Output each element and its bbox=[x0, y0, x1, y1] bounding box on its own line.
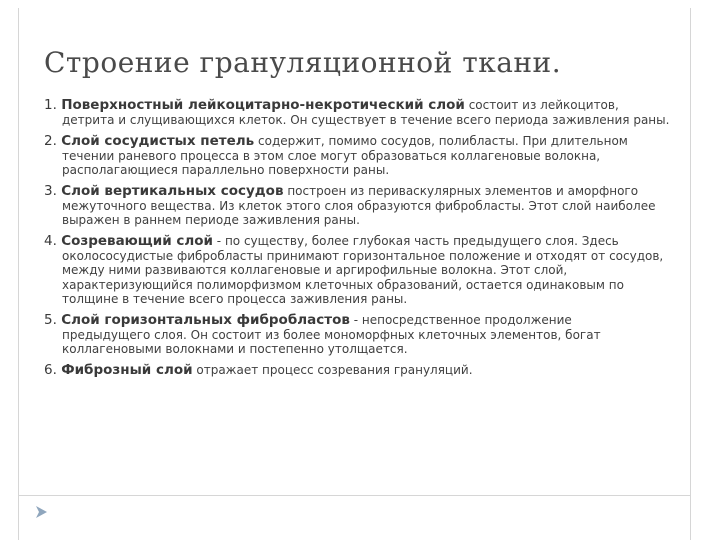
item-number: 5. bbox=[44, 311, 57, 328]
item-lead bbox=[44, 312, 350, 328]
item-heading: Слой вертикальных сосудов bbox=[61, 182, 284, 199]
item-heading: Слой сосудистых петель bbox=[61, 132, 255, 149]
item-lead bbox=[44, 183, 284, 199]
item-continuation: детрита и слущивающихся клеток. Он существует в течение всего периода заживления раны. bbox=[62, 113, 670, 127]
item-continuation: предыдущего слоя. Он состоит из более мономорфных клеточных элементов, богат коллагеновыми волокнами и постепенно утолщается. bbox=[62, 327, 601, 356]
frame-left-border bbox=[18, 8, 19, 540]
triangle-right-icon[interactable] bbox=[34, 505, 48, 519]
list-item bbox=[44, 232, 680, 307]
list-item bbox=[44, 311, 680, 357]
item-text: состоит из лейкоцитов, bbox=[464, 98, 619, 112]
item-lead bbox=[44, 362, 193, 378]
list-item bbox=[44, 361, 680, 378]
item-number: 3. bbox=[44, 182, 57, 199]
item-continuation: течении раневого процесса в этом слое могут образоваться коллагеновые волокна, располагающиеся параллельно поверхности раны. bbox=[62, 148, 601, 177]
item-number: 6. bbox=[44, 361, 57, 378]
item-text: отражает процесс созревания грануляций. bbox=[192, 362, 473, 377]
item-lead bbox=[44, 97, 465, 113]
item-text: - непосредственное продолжение bbox=[349, 312, 572, 327]
frame-bottom-border bbox=[18, 495, 690, 496]
item-text: содержит, помимо сосудов, полибласты. При длительном bbox=[254, 133, 628, 148]
item-heading: Фиброзный слой bbox=[61, 361, 193, 378]
item-heading: Созревающий слой bbox=[61, 232, 213, 249]
item-number: 2. bbox=[44, 132, 57, 149]
list-item bbox=[44, 182, 680, 228]
item-lead bbox=[44, 233, 213, 249]
list-item bbox=[44, 132, 680, 178]
item-number: 4. bbox=[44, 232, 57, 249]
frame-right-border bbox=[690, 8, 691, 540]
list-item bbox=[44, 96, 680, 128]
item-lead bbox=[44, 133, 254, 149]
item-continuation: околососудистые фибробласты принимают горизонтальное положение и отходят от сосудов, между ними развиваются коллагеновые и аргирофильные волокна. Этот слой, характеризующийся полиморфизмом клеточных образований, остается одинаковым по толщине в течение всего процесса заживления раны. bbox=[62, 248, 664, 306]
item-number: 1. bbox=[44, 97, 57, 113]
item-text: - по существу, более глубокая часть предыдущего слоя. Здесь bbox=[212, 233, 619, 248]
item-text: построен из периваскулярных элементов и аморфного bbox=[283, 183, 639, 198]
item-heading: Слой горизонтальных фибробластов bbox=[61, 311, 350, 328]
slide-title: Строение грануляционной ткани. bbox=[44, 46, 562, 79]
slide-body bbox=[44, 96, 680, 382]
item-continuation: межуточного вещества. Из клеток этого слоя образуются фибробласты. Этот слой наиболее выражен в раннем периоде заживления раны. bbox=[62, 198, 656, 227]
item-heading: Поверхностный лейкоцитарно-некротический слой bbox=[61, 97, 465, 113]
